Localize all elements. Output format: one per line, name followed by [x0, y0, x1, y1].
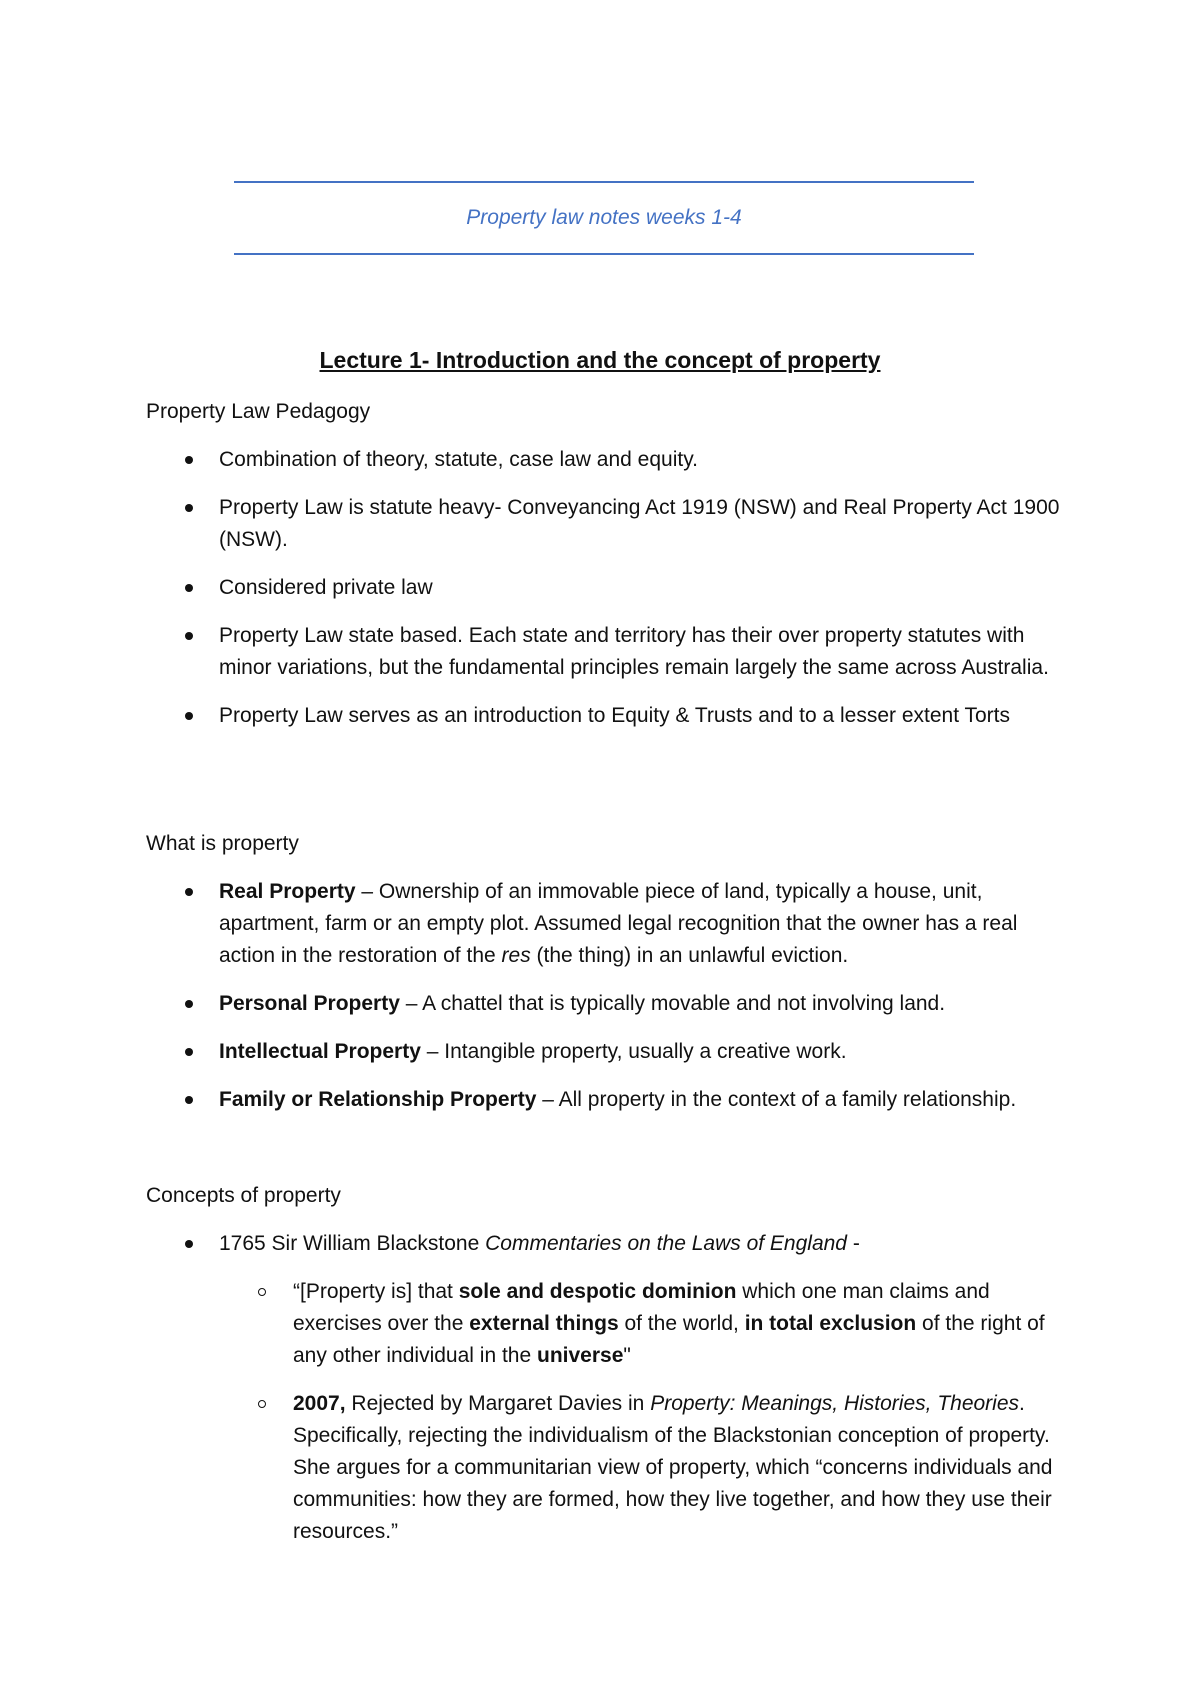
bullet-icon	[185, 712, 193, 720]
concepts-list	[0, 1228, 1200, 1276]
pedagogy-list	[0, 444, 1200, 748]
list-item: Considered private law	[0, 572, 1079, 604]
bullet-icon	[185, 584, 193, 592]
list-item: Property Law state based. Each state and territory has their over property statutes with minor variations, but the fundamental principles remain largely the same across Australia.	[0, 620, 1079, 684]
list-item: Combination of theory, statute, case law and equity.	[0, 444, 1079, 476]
sub-bullet-icon	[258, 1288, 266, 1296]
bullet-icon	[185, 1096, 193, 1104]
concepts-sublist	[0, 1276, 1200, 1564]
sub-bullet-icon	[258, 1400, 266, 1408]
bullet-icon	[185, 888, 193, 896]
list-item: Property Law serves as an introduction to Equity & Trusts and to a lesser extent Torts	[0, 700, 1079, 732]
list-item: 1765 Sir William Blackstone Commentaries on the Laws of England -	[0, 1228, 1079, 1260]
list-item-davies: 2007, Rejected by Margaret Davies in Property: Meanings, Histories, Theories. Specifically, rejecting the individualism of the Blackstonian conception of property. She argues for a communitarian view of property, which “concerns individuals and communities: how they are formed, how they live together, and how they use their resources.”	[0, 1388, 1063, 1548]
section-heading-what-is-property: What is property	[146, 832, 299, 855]
section-heading-pedagogy: Property Law Pedagogy	[146, 400, 371, 423]
lecture-title: Lecture 1- Introduction and the concept of property	[319, 347, 881, 373]
list-item: Intellectual Property – Intangible property, usually a creative work.	[0, 1036, 1079, 1068]
property-types-list	[0, 876, 1200, 1132]
section-heading-concepts: Concepts of property	[146, 1184, 341, 1207]
bullet-icon	[185, 1048, 193, 1056]
header-bottom-rule	[234, 253, 974, 255]
list-item: Personal Property – A chattel that is typically movable and not involving land.	[0, 988, 1079, 1020]
list-item: Real Property – Ownership of an immovable piece of land, typically a house, unit, apartment, farm or an empty plot. Assumed legal recognition that the owner has a real action in the restoration of the res (the thing) in an unlawful eviction.	[0, 876, 1079, 972]
list-item-quote: “[Property is] that sole and despotic dominion which one man claims and exercises over the external things of the world, in total exclusion of the right of any other individual in the universe"	[0, 1276, 1063, 1372]
bullet-icon	[185, 456, 193, 464]
bullet-icon	[185, 632, 193, 640]
bullet-icon	[185, 1000, 193, 1008]
bullet-icon	[185, 1240, 193, 1248]
header-top-rule	[234, 181, 974, 183]
list-item: Family or Relationship Property – All property in the context of a family relationship.	[0, 1084, 1079, 1116]
document-title: Property law notes weeks 1-4	[466, 206, 742, 229]
bullet-icon	[185, 504, 193, 512]
list-item: Property Law is statute heavy- Conveyancing Act 1919 (NSW) and Real Property Act 1900 (NSW).	[0, 492, 1079, 556]
